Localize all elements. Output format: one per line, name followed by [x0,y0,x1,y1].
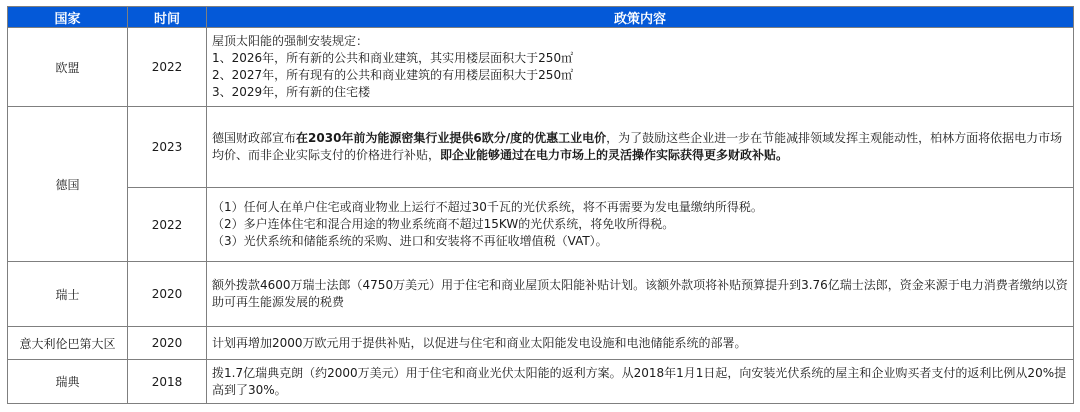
policy-text-line: 计划再增加2000万欧元用于提供补贴，以促进与住宅和商业太阳能发电设施和电池储能系统的部署。 [212,335,747,350]
policy-text-line: 德国财政部宣布在2030年前为能源密集行业提供6欧分/度的优惠工业电价，为了鼓励这些企业进一步在节能减排领域发挥主观能动性，柏林方面将依据电力市场均价、而非企业实际支付的价格进行补贴，即企业能够通过在电力市场上的灵活操作实际获得更多财政补贴。 [212,131,1063,162]
table-row-switzerland [8,262,1074,327]
policy-table-container [7,6,1074,404]
policy-text-line: 额外拨款4600万瑞士法郎（4750万美元）用于住宅和商业屋顶太阳能补贴计划。该额外款项将补贴预算提升到3.76亿瑞士法郎，资金来源于电力消费者缴纳以资助可再生能源发展的税费 [212,278,1068,309]
solar-policy-table [7,6,1074,404]
policy-cell-switzerland-2020 [207,262,1074,327]
year-cell-germany-2022: 2022 [128,188,207,262]
policy-cell-germany-2022 [207,188,1074,262]
policy-text-line: 2、2027年，所有现有的公共和商业建筑的有用楼层面积大于250㎡ [212,68,574,82]
policy-text-line: （1）任何人在单户住宅或商业物业上运行不超过30千瓦的光伏系统，将不再需要为发电量缴纳所得税。 [212,200,763,214]
policy-cell-germany-2023 [207,107,1074,188]
policy-text-line: 3、2029年，所有新的住宅楼 [212,85,371,99]
country-cell-eu: 欧盟 [8,28,128,107]
country-cell-sweden: 瑞典 [8,360,128,404]
policy-cell-sweden-2018 [207,360,1074,404]
table-header-row [8,7,1074,28]
policy-text-line: （3）光伏系统和储能系统的采购、进口和安装将不再征收增值税（VAT）。 [212,234,608,248]
table-row-italy-lombardy [8,327,1074,360]
year-cell-sweden-2018: 2018 [128,360,207,404]
table-row-germany-2023 [8,107,1074,188]
policy-cell-italy-2020 [207,327,1074,360]
year-cell-switzerland-2020: 2020 [128,262,207,327]
column-header-time: 时间 [128,7,207,28]
table-row-germany-2022 [8,188,1074,262]
column-header-policy-content: 政策内容 [207,7,1074,28]
table-row-sweden [8,360,1074,404]
policy-cell-eu-2022 [207,28,1074,107]
policy-text-line: （2）多户连体住宅和混合用途的物业系统商不超过15KW的光伏系统，将免收所得税。 [212,217,675,231]
country-cell-germany: 德国 [8,107,128,262]
policy-text-line: 拨1.7亿瑞典克朗（约2000万美元）用于住宅和商业光伏太阳能的返利方案。从2018年1月1日起，向安装光伏系统的屋主和企业购买者支付的返利比例从20%提高到了30%。 [212,365,1067,397]
policy-text-line: 屋顶太阳能的强制安装规定： [212,34,369,48]
country-cell-italy-lombardy: 意大利伦巴第大区 [8,327,128,360]
table-row-eu [8,28,1074,107]
year-cell-italy-2020: 2020 [128,327,207,360]
column-header-country: 国家 [8,7,128,28]
year-cell-germany-2023: 2023 [128,107,207,188]
year-cell-eu-2022: 2022 [128,28,207,107]
country-cell-switzerland: 瑞士 [8,262,128,327]
policy-text-line: 1、2026年，所有新的公共和商业建筑，其实用楼层面积大于250㎡ [212,51,574,65]
